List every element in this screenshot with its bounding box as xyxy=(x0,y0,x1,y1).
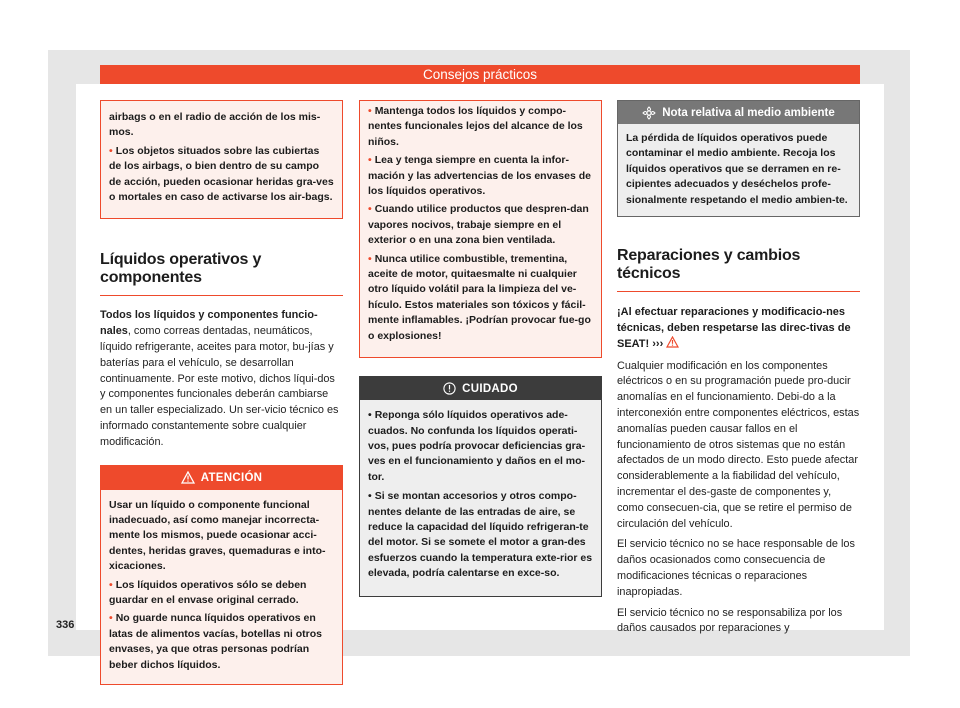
warning-continuation-box xyxy=(100,100,343,219)
section-title-operating-fluids: Líquidos operativos y componentes xyxy=(100,251,343,296)
section-title-repairs: Reparaciones y cambios técnicos xyxy=(617,247,860,292)
repairs-paragraph: El servicio técnico no se responsabiliza por los daños causados por reparaciones y xyxy=(617,606,843,635)
environment-note-box xyxy=(617,100,860,217)
caution-title: CUIDADO xyxy=(462,382,518,395)
warning-bullet: • Mantenga todos los líquidos y compo-nentes funcionales lejos del alcance de los niños. xyxy=(368,105,583,148)
repairs-paragraph: Cualquier modificación en los componentes eléctricos o en su programación puede pro-ducir anomalías en el funcionamiento. Debi-do a la interconexión entre componentes eléctricos, estas anomalías pueden causar fallos en el funcionamiento de otros sistemas que no están afectados de un modo directo. Esto puede afectar considerablemente a la fiabilidad del vehículo, incrementar el des-gaste de componentes y, como consecuen-cia, que se retire el permiso de circulación del vehículo. xyxy=(617,359,860,530)
cross-reference-arrows: ››› xyxy=(652,338,664,351)
bullet-icon: • xyxy=(368,490,372,503)
caution-bullet: • Reponga sólo líquidos operativos ade-cuados. No confunda los líquidos operati-vos, pues podría provocar deficiencias gra-ves en el funcionamiento y daños en el mo-tor. xyxy=(368,409,586,483)
info-circle-icon xyxy=(443,382,456,395)
caution-body xyxy=(360,400,601,595)
column-left xyxy=(100,100,343,685)
warning-bullet: • No guarde nunca líquidos operativos en latas de alimentos vacías, botellas ni otros envases, ya que otras personas podrían beber dichos líquidos. xyxy=(109,612,322,671)
bullet-icon: • xyxy=(368,252,372,265)
environment-note-text: La pérdida de líquidos operativos puede contaminar el medio ambiente. Recoja los líquidos operativos que se derramen en re-cipientes adecuados y deséchelos profe-sionalmente respetando el medio ambien-te. xyxy=(618,124,859,216)
bullet-icon: • xyxy=(368,105,372,117)
warning-bullet: • Nunca utilice combustible, trementina, aceite de motor, quitaesmalte ni cualquier otro líquido volátil para la limpieza del ve-hículo. Estos materiales son tóxicos y fácil-mente inflamables. ¡Podrían provocar fue-go o explosiones! xyxy=(368,252,591,342)
warning-body xyxy=(101,490,342,684)
caution-header xyxy=(360,377,601,400)
warning-text: Usar un líquido o componente funcional inadecuado, así como manejar incorrecta-mente los mismos, puede ocasionar acci-dentes, heridas graves, quemaduras e into-xicaciones. xyxy=(109,498,326,573)
column-right xyxy=(617,100,860,637)
environment-note-header xyxy=(618,101,859,124)
warning-header xyxy=(101,466,342,490)
warning-continuation-box xyxy=(359,100,602,358)
operating-fluids-paragraph: Todos los líquidos y componentes funcio-nales, como correas dentadas, neumáticos, líquido refrigerante, aceites para motor, bu-jías y baterías para el vehículo, se desarrollan continuamente. Por este motivo, dichos líqui-dos y componentes funcionales deberán cambiarse en un taller especializado. Un ser-vicio técnico es informado constantemente sobre cualquier modificación. xyxy=(100,309,339,448)
bullet-icon: • xyxy=(109,612,113,625)
warning-triangle-icon xyxy=(666,336,679,348)
warning-bullet: • Los líquidos operativos sólo se deben guardar en el envase original cerrado. xyxy=(109,578,307,607)
bullet-icon: • xyxy=(109,578,113,591)
bullet-icon: • xyxy=(368,154,372,167)
warning-continuation-text: airbags o en el radio de acción de los mis-mos. xyxy=(109,111,321,139)
warning-box xyxy=(100,465,343,685)
repairs-lead-question: ¡Al efectuar reparaciones y modificacio-nes técnicas, deben respetarse las direc-tivas de SEAT! ››› xyxy=(617,306,851,351)
chapter-header: Consejos prácticos xyxy=(100,65,860,84)
warning-bullet: • Lea y tenga siempre en cuenta la infor-mación y las advertencias de los envases de los líquidos operativos. xyxy=(368,154,591,198)
caution-box xyxy=(359,376,602,596)
warning-continuation-bullet: • Los objetos situados sobre las cubiertas de los airbags, o bien dentro de su campo de acción, pueden ocasionar heridas gra-ves o mortales en caso de activarse los air-bags. xyxy=(109,144,334,204)
environment-note-title: Nota relativa al medio ambiente xyxy=(662,106,835,119)
warning-title: ATENCIÓN xyxy=(200,471,263,484)
page-number: 336 xyxy=(56,619,75,631)
leaf-icon xyxy=(642,106,656,120)
bullet-icon: • xyxy=(109,144,113,157)
column-middle xyxy=(359,100,602,597)
warning-triangle-icon xyxy=(181,471,195,484)
warning-bullet: • Cuando utilice productos que despren-dan vapores nocivos, trabaje siempre en el exterior o en una zona bien ventilada. xyxy=(368,203,589,247)
bullet-icon: • xyxy=(368,409,372,422)
caution-bullet: • Si se montan accesorios y otros compo-nentes delante de las entradas de aire, se reduce la capacidad del líquido refrigeran-te del motor. Si se somete el motor a gran-des esfuerzos cuando la temperatura exte-rior es elevada, podría calentarse en exce-so. xyxy=(368,490,593,580)
bullet-icon: • xyxy=(368,203,372,216)
repairs-paragraph: El servicio técnico no se hace responsable de los daños ocasionados como consecuencia de modificaciones técnicas o reparaciones inapropiadas. xyxy=(617,538,855,598)
